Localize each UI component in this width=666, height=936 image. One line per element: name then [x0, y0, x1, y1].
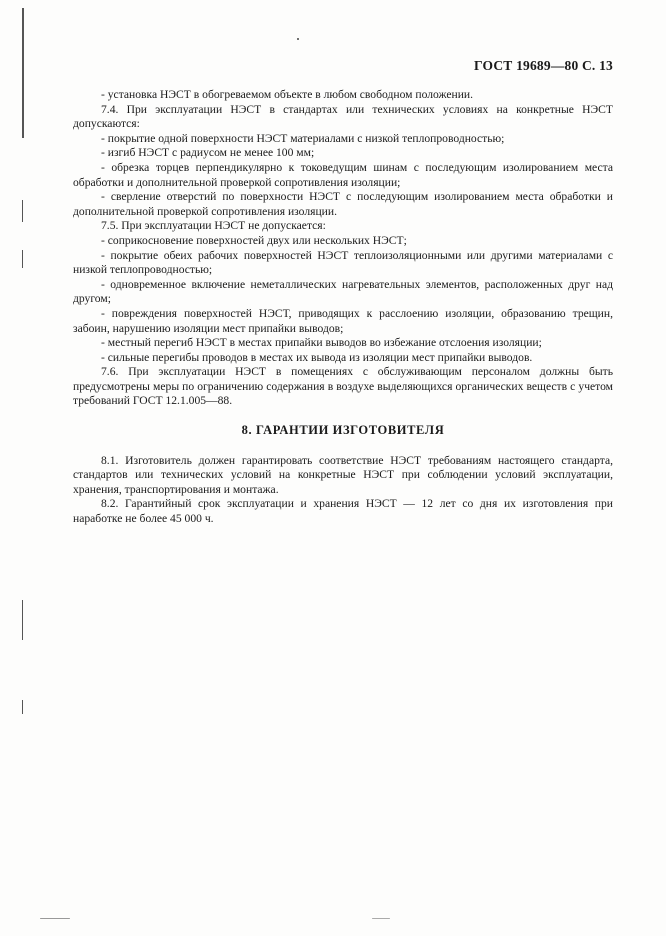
scan-binding-line — [22, 600, 23, 640]
list-item: - изгиб НЭСТ с радиусом не менее 100 мм; — [101, 146, 315, 160]
list-item: - покрытие одной поверхности НЭСТ материалами с низкой теплопроводностью; — [101, 131, 505, 145]
list-item: - местный перегиб НЭСТ в местах припайки выводов во избежание отслоения изоляции; — [101, 336, 542, 350]
list-item: - установка НЭСТ в обогреваемом объекте в любом свободном положении. — [101, 88, 474, 101]
list-item: - обрезка торцев перпендикулярно к токоведущим шинам с последующим изолированием места обработки и дополнительной проверкой сопротивления изоляции; — [73, 160, 613, 189]
list-item: - соприкосновение поверхностей двух или нескольких НЭСТ; — [101, 233, 407, 247]
scan-binding-line — [22, 700, 23, 714]
clause-7-5: 7.5. При эксплуатации НЭСТ не допускается: — [101, 219, 326, 233]
clause-8-1: 8.1. Изготовитель должен гарантировать соответствие НЭСТ требованиям настоящего стандарта, стандартов или технических условий на конкретные НЭСТ при соблюдении условий эксплуатации, хранения, транспортирования и монтажа. — [73, 453, 613, 496]
list-item: - повреждения поверхностей НЭСТ, приводящих к расслоению изоляции, образованию трещин, забоин, нарушению изоляции мест припайки выводов; — [73, 306, 613, 335]
scan-binding-line — [22, 200, 23, 222]
list-item: - одновременное включение неметаллических нагревательных элементов, расположенных друг над другом; — [73, 277, 613, 306]
scan-binding-line — [22, 250, 23, 268]
clause-7-6: 7.6. При эксплуатации НЭСТ в помещениях с обслуживающим персоналом должны быть предусмотрены меры по ограничению содержания в воздухе выделяющихся органических веществ с учетом требований ГОСТ 12.1.005—88. — [73, 365, 613, 408]
document-body — [73, 88, 613, 527]
list-item: - сильные перегибы проводов в местах их вывода из изоляции мест припайки выводов. — [101, 350, 533, 364]
page-header: ГОСТ 19689—80 С. 13 — [474, 58, 613, 73]
scan-binding-line — [22, 8, 24, 138]
list-item: - сверление отверстий по поверхности НЭСТ с последующим изолированием места обработки и дополнительной проверкой сопротивления изоляции. — [73, 190, 613, 218]
list-item: - покрытие обеих рабочих поверхностей НЭСТ теплоизоляционными или другими материалами с низкой теплопроводностью; — [73, 248, 613, 277]
scan-speck — [372, 918, 390, 919]
clause-8-2: 8.2. Гарантийный срок эксплуатации и хранения НЭСТ — 12 лет со дня их изготовления при наработке не более 45 000 ч. — [73, 497, 613, 526]
section-title: 8. ГАРАНТИИ ИЗГОТОВИТЕЛЯ — [241, 423, 445, 438]
scan-speck — [40, 918, 70, 919]
scan-speck — [297, 38, 299, 40]
clause-7-4: 7.4. При эксплуатации НЭСТ в стандартах или технических условиях на конкретные НЭСТ допускаются: — [73, 102, 613, 131]
